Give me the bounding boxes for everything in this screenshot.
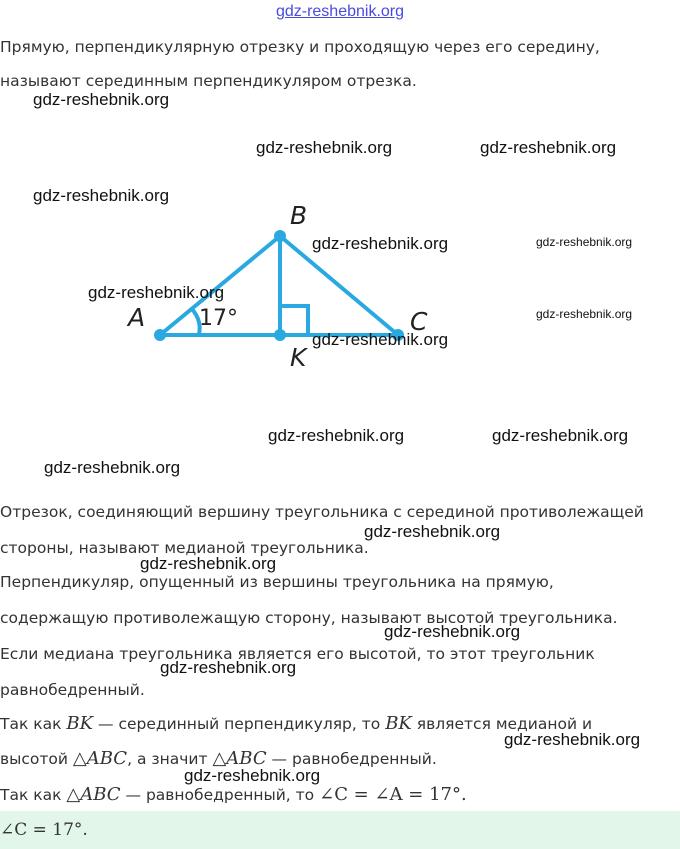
answer-text: ∠C = 17°.: [0, 820, 88, 840]
vertex-label-k: K: [290, 343, 307, 372]
watermark: gdz-reshebnik.org: [184, 766, 321, 785]
solution-text: высотой: [0, 750, 73, 768]
watermark: gdz-reshebnik.org: [33, 186, 170, 205]
solution-text: — равнобедренный, то: [120, 786, 320, 804]
watermark: gdz-reshebnik.org: [88, 283, 225, 302]
watermark: gdz-reshebnik.org: [492, 426, 629, 445]
answer-box: [0, 811, 680, 849]
paragraph-2-line-1: Отрезок, соединяющий вершину треугольника с серединой противолежащей: [0, 503, 644, 521]
paragraph-1-line-2: называют серединным перпендикуляром отрезка.: [0, 72, 417, 90]
paragraph-4-line-1: Если медиана треугольника является его высотой, то этот треугольник: [0, 645, 595, 663]
watermark: gdz-reshebnik.org: [364, 522, 501, 541]
watermark: gdz-reshebnik.org: [504, 730, 641, 749]
watermark: gdz-reshebnik.org: [140, 554, 277, 573]
watermark-top-link[interactable]: gdz-reshebnik.org: [275, 3, 405, 20]
math-bk: BK: [66, 713, 94, 734]
paragraph-1-line-1: Прямую, перпендикулярную отрезку и проходящую через его середину,: [0, 38, 600, 56]
paragraph-4-line-2: равнобедренный.: [0, 681, 145, 699]
paragraph-3-line-2: содержащую противолежащую сторону, называют высотой треугольника.: [0, 609, 618, 627]
math-triangle-abc: △ABC: [66, 784, 121, 805]
watermark: gdz-reshebnik.org: [256, 138, 393, 157]
math-angle-equation: ∠C = ∠A = 17°.: [319, 784, 467, 805]
right-angle-mark: [283, 306, 308, 332]
watermark: gdz-reshebnik.org: [384, 622, 521, 641]
angle-label: 17°: [199, 306, 238, 331]
solution-text: — серединный перпендикуляр, то: [93, 715, 386, 733]
watermark: gdz-reshebnik.org: [160, 658, 297, 677]
math-bk: BK: [385, 713, 412, 734]
watermark: gdz-reshebnik.org: [536, 307, 633, 321]
triangle-figure: [0, 0, 680, 420]
math-triangle-abc: △ABC: [212, 748, 267, 769]
watermark: gdz-reshebnik.org: [33, 90, 170, 109]
vertex-label-c: C: [410, 307, 428, 336]
watermark: gdz-reshebnik.org: [536, 235, 633, 249]
solution-text: — равнобедренный.: [266, 750, 437, 768]
watermark: gdz-reshebnik.org: [44, 458, 181, 477]
math-triangle-abc: △ABC: [72, 748, 128, 769]
watermark: gdz-reshebnik.org: [480, 138, 617, 157]
vertex-label-a: A: [128, 303, 146, 332]
paragraph-2-line-2: стороны, называют медианой треугольника.: [0, 539, 369, 557]
watermark: gdz-reshebnik.org: [312, 234, 449, 253]
point-k: [274, 329, 286, 341]
solution-line-3: [0, 785, 467, 805]
solution-text: является медианой и: [411, 715, 593, 733]
point-a: [154, 329, 166, 341]
solution-text: Так как: [0, 715, 67, 733]
watermark: gdz-reshebnik.org: [312, 330, 449, 349]
solution-text: Так как: [0, 786, 67, 804]
solution-text: , а значит: [127, 750, 213, 768]
point-b: [274, 230, 286, 242]
vertex-label-b: B: [290, 201, 308, 230]
paragraph-3-line-1: Перпендикуляр, опущенный из вершины треугольника на прямую,: [0, 573, 554, 591]
watermark: gdz-reshebnik.org: [268, 426, 405, 445]
